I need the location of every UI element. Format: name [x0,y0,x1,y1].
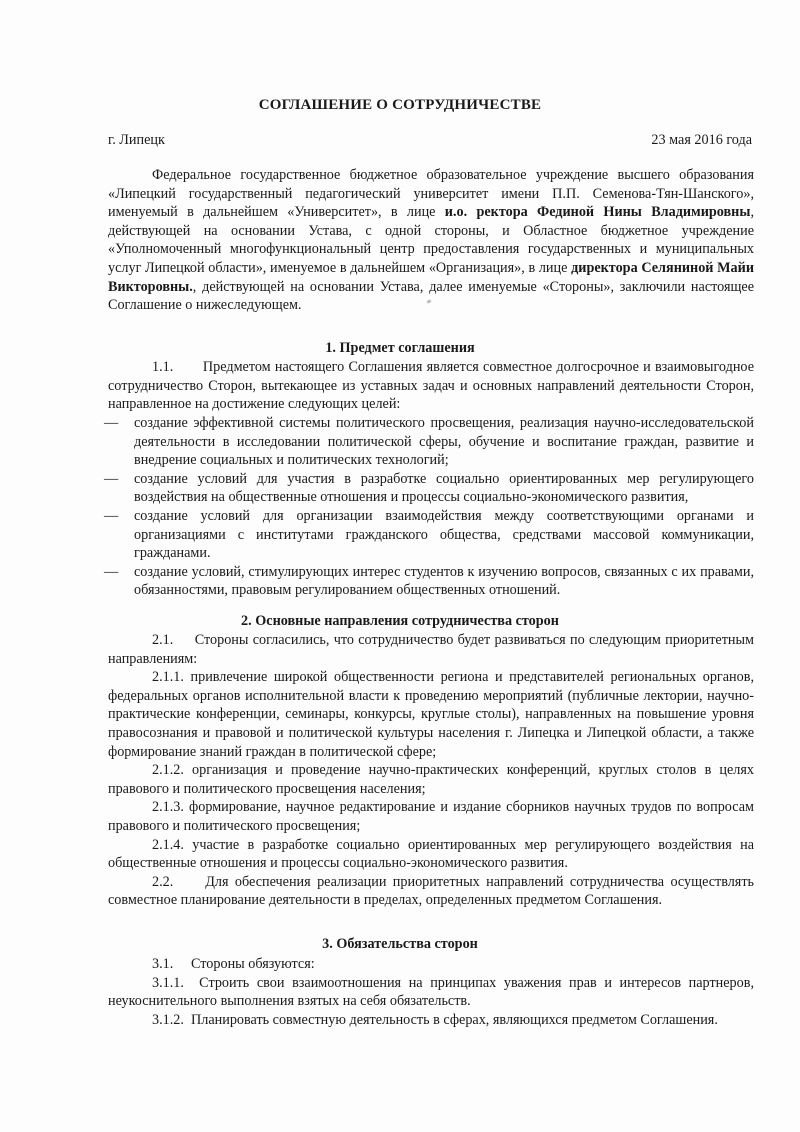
dash-marker: — [104,470,119,487]
section3-paragraph-3-1: 3.1. Стороны обязуются: [152,956,315,972]
section2-paragraph-2-2: 2.2. Для обеспечения реализации приоритетных направлений сотрудничества осуществлять совместное планирование деятельности в пределах, определенных предметом Соглашения. [108,873,754,909]
section1-goals-list [104,414,754,600]
dash-marker: — [104,563,119,580]
section2-paragraph-2-1-2: 2.1.2. организация и проведение научно-практических конференций, круглых столов в целях правового и политического просвещения населения; [108,762,754,797]
goal-list-item [104,563,754,600]
goal-list-item [104,470,754,507]
section2-heading: 2. Основные направления сотрудничества сторон [241,613,559,629]
section1-intro [108,358,754,414]
section2-paragraph-2-1-1: 2.1.1. привлечение широкой общественности региона и представителей региональных органов, федеральных органов исполнительной власти к проведению мероприятий (публичные лектории, научно-практические конференции, семинары, конкурсы, круглые столы), направленных на повышение уровня правосознания и правовой и политической культуры населения г. Липецка и Липецкой области, а также формирование знаний граждан в политической сфере; [108,669,754,760]
preamble-director-name: директора Селяниной Майи Викторовны. [108,259,754,295]
section3-paragraph-3-1-1: 3.1.1. Строить свои взаимоотношения на принципах уважения прав и интересов партнеров, неукоснительного выполнения взятых на себя обязательств. [108,974,754,1010]
section3-body [108,955,754,1029]
goal-text: создание условий для участия в разработке социально ориентированных мер регулирующего воздействия на общественные отношения и процессы социально-экономического развития, [134,470,754,506]
preamble-paragraph [108,166,754,315]
section2-body [108,631,754,910]
section2-paragraph-2-1-3: 2.1.3. формирование, научное редактирование и издание сборников научных трудов по вопросам правового и политического просвещения; [108,799,754,834]
section3-heading: 3. Обязательства сторон [322,936,478,952]
section1-heading: 1. Предмет соглашения [325,340,475,356]
section2-paragraph-2-1: 2.1. Стороны согласились, что сотрудничество будет развиваться по следующим приоритетным направлениям: [108,632,754,667]
goal-text: создание условий для организации взаимодействия между соответствующими органами и организациями с институтами гражданского общества, средствами массовой коммуникации, гражданами. [134,507,754,562]
goal-list-item [104,414,754,470]
preamble-text-1: Федеральное государственное бюджетное образовательное учреждение высшего образования «Липецкий государственный педагогический университет имени П.П. Семенова-Тян-Шанского», именуемый в дальнейшем «Университет», в лице [108,167,754,221]
preamble-text-2: , действующей на основании Устава, с одной стороны, и Областное бюджетное учреждение «Уполномоченный многофункциональный центр предоставления государственных и муниципальных услуг Липецкой области», именуемое в дальнейшем «Организация», в лице [108,204,754,276]
dash-marker: — [104,507,119,524]
goal-text: создание условий, стимулирующих интерес студентов к изучению вопросов, связанных с их правами, обязанностями, правовым регулированием общественных отношений. [134,563,754,599]
section3-paragraph-3-1-2: 3.1.2. Планировать совместную деятельность в сферах, являющихся предметом Соглашения. [152,1011,718,1028]
document-date: 23 мая 2016 года [651,132,752,148]
goal-list-item [104,507,754,563]
preamble-rector-name: и.о. ректора Фединой Нины Владимировны [444,204,751,221]
preamble-text-3: , действующей на основании Устава, далее именуемые «Стороны», заключили настоящее Соглашение о нижеследующем. [108,278,754,314]
dash-marker: — [104,415,119,431]
section1-paragraph-1-1: 1.1. Предметом настоящего Соглашения является совместное долгосрочное и взаимовыгодное сотрудничество Сторон, вытекающее из уставных задач и основных направлений деятельности Сторон, направленное на достижение следующих целей: [108,359,754,413]
document-title: СОГЛАШЕНИЕ О СОТРУДНИЧЕСТВЕ [258,97,542,113]
section2-paragraph-2-1-4: 2.1.4. участие в разработке социально ориентированных мер регулирующего воздействия на общественные отношения и процессы социально-экономического развития. [108,836,754,872]
preamble [108,166,754,315]
goal-text: создание эффективной системы политического просвещения, реализация научно-исследовательской деятельности в исследовании политической сферы, обучение и воспитание граждан, развитие и внедрение социальных и политических технологий; [134,415,754,469]
document-city: г. Липецк [108,132,165,148]
